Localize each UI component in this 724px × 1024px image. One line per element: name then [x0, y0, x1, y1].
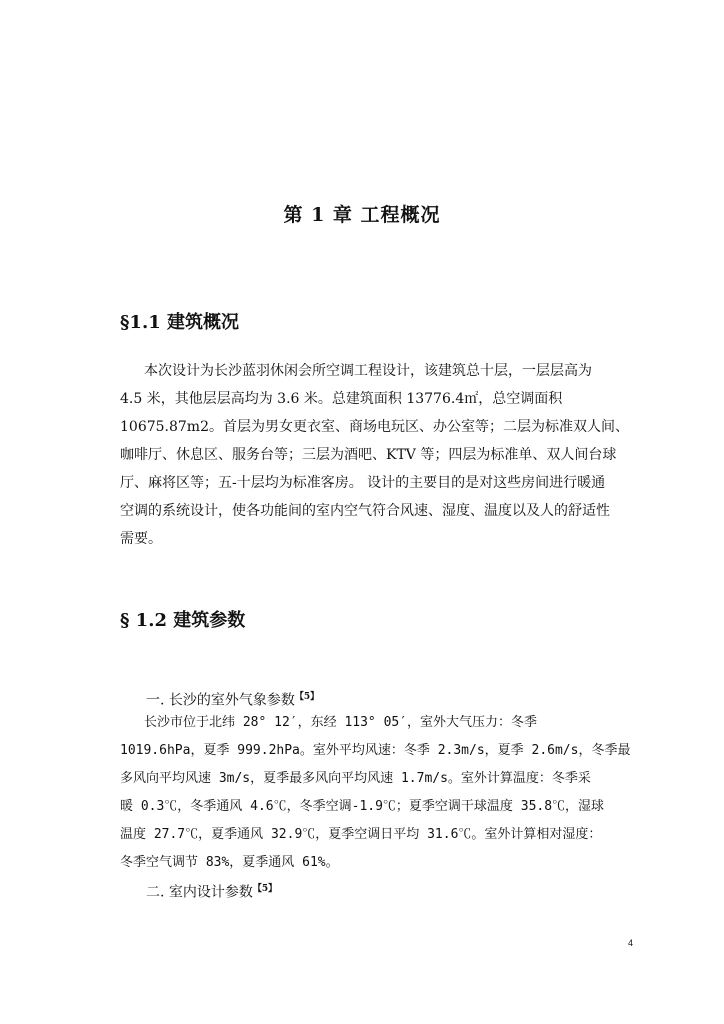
- section-2-heading: § 1.2 建筑参数: [120, 610, 246, 631]
- paragraph-line: 咖啡厅、休息区、服务台等；三层为酒吧、KTV 等；四层为标准单、双人间台球: [120, 447, 617, 463]
- paragraph-line: 10675.87m2。首层为男女更衣室、商场电玩区、办公室等；二层为标准双人间、: [120, 419, 629, 435]
- section-1-heading: §1.1 建筑概况: [120, 312, 239, 333]
- paragraph-line: 冬季空气调节 83%，夏季通风 61%。: [120, 855, 339, 870]
- paragraph-line: 温度 27.7℃，夏季通风 32.9℃，夏季空调日平均 31.6℃。室外计算相对湿度：: [120, 827, 602, 842]
- subheading-label: 一. 长沙的室外气象参数: [146, 692, 295, 709]
- citation-ref: 【5】: [252, 884, 278, 894]
- paragraph-line: 暖 0.3℃，冬季通风 4.6℃，冬季空调-1.9℃；夏季空调干球温度 35.8℃，湿球: [120, 799, 605, 814]
- section-1-paragraph: [120, 357, 629, 553]
- paragraph-line: 需要。: [120, 531, 162, 547]
- paragraph-line: 长沙市位于北纬 28° 12′，东经 113° 05′，室外大气压力：冬季: [144, 715, 538, 730]
- paragraph-line: 4.5 米，其他层层高均为 3.6 米。总建筑面积 13776.4㎡，总空调面积: [120, 391, 563, 407]
- page-number: 4: [628, 938, 634, 948]
- citation-ref: 【5】: [294, 692, 320, 702]
- paragraph-line: 1019.6hPa，夏季 999.2hPa。室外平均风速：冬季 2.3m/s，夏季 2.6m/s，冬季最: [120, 743, 631, 758]
- paragraph-line: 多风向平均风速 3m/s，夏季最多风向平均风速 1.7m/s。室外计算温度：冬季采: [120, 771, 591, 786]
- subheading-label: 二. 室内设计参数: [146, 884, 253, 901]
- paragraph-line: 本次设计为长沙蓝羽休闲会所空调工程设计，该建筑总十层，一层层高为: [144, 363, 592, 379]
- paragraph-line: 厅、麻将区等；五-十层均为标准客房。 设计的主要目的是对这些房间进行暖通: [120, 475, 606, 491]
- section-2-paragraph: [120, 709, 640, 877]
- chapter-title: 第 1 章 工程概况: [283, 204, 441, 226]
- subheading-indoor-params: [146, 875, 277, 907]
- paragraph-line: 空调的系统设计，使各功能间的室内空气符合风速、湿度、温度以及人的舒适性: [120, 503, 610, 519]
